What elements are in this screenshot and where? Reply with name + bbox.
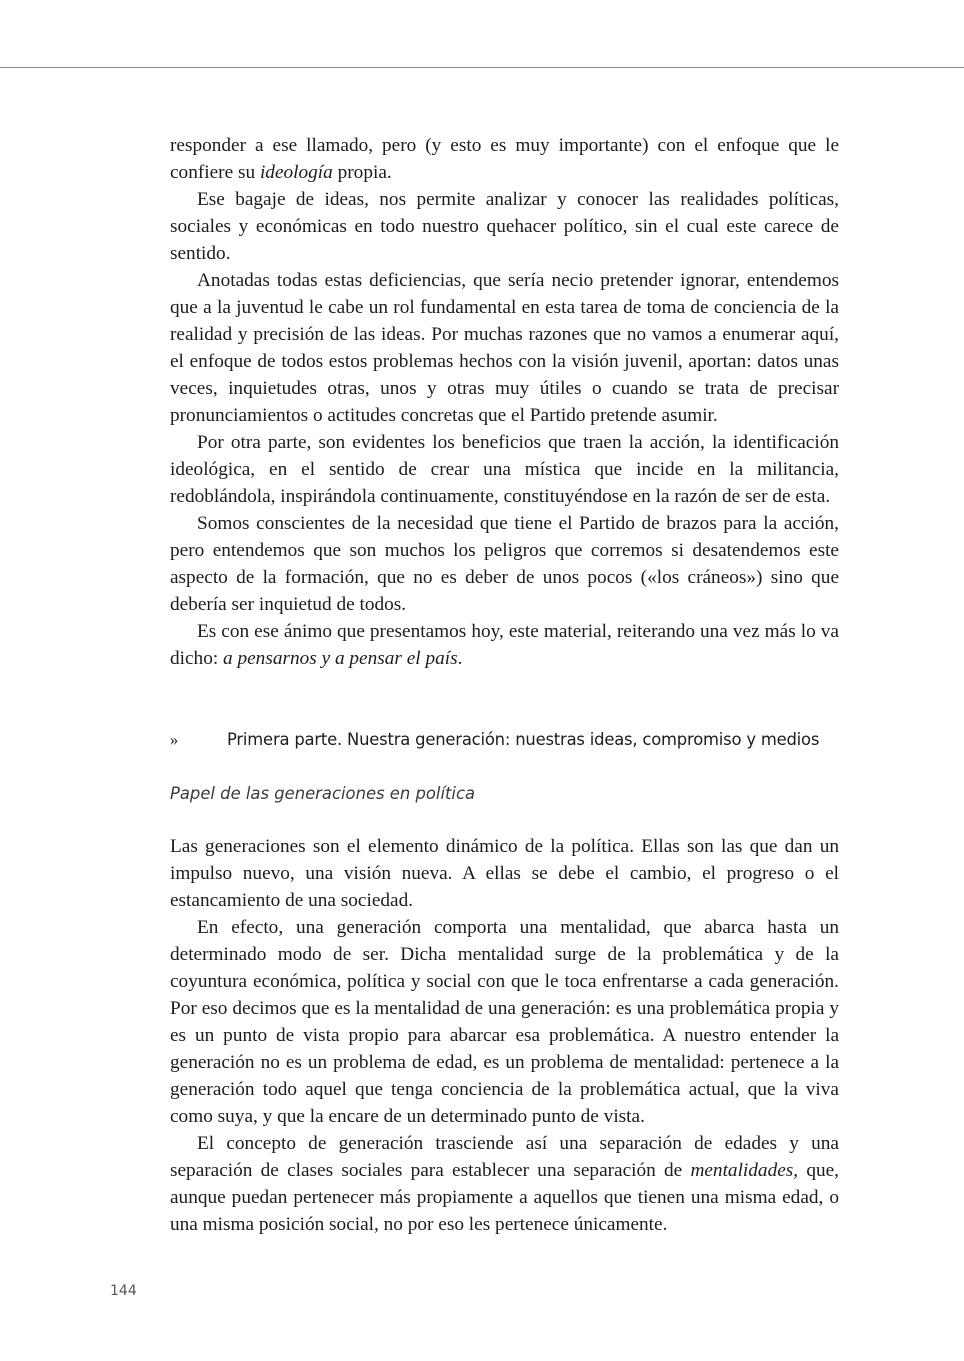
italic-term: mentalidades <box>690 1160 794 1181</box>
italic-phrase: a pensarnos y a pensar el país <box>223 648 458 669</box>
paragraph: El concepto de generación trasciende así una separación de edades y una separación de clases sociales para establecer una separación de mentalidades, que, aunque puedan pertenecer más propiamente a aquellos que tienen una misma edad, o una misma posición social, no por eso les pertenece únicamente. <box>170 1133 839 1235</box>
page-number: 144 <box>110 1283 137 1299</box>
paragraph: Por otra parte, son evidentes los beneficios que traen la acción, la identificación ideológica, en el sentido de crear una mística que incide en la militancia, redoblándola, inspirándola continuamente, constituyéndose en la razón de ser de esta. <box>170 432 839 507</box>
header-rule <box>0 67 964 68</box>
italic-term: ideología <box>259 162 333 183</box>
heading-title: Primera parte. Nuestra generación: nuestras ideas, compromiso y medios <box>227 730 820 749</box>
subsection-heading: Papel de las generaciones en política <box>170 784 476 803</box>
paragraph: Anotadas todas estas deficiencias, que sería necio pretender ignorar, entendemos que a la juventud le cabe un rol fundamental en esta tarea de toma de conciencia de la realidad y precisión de las ideas. Por muchas razones que no vamos a enumerar aquí, el enfoque de todos estos problemas hechos con la visión juvenil, aportan: datos unas veces, inquietudes otras, unos y otras muy útiles o cuando se trata de precisar pronunciamientos o actitudes concretas que el Partido pretende asumir. <box>170 270 839 426</box>
paragraph: Ese bagaje de ideas, nos permite analizar y conocer las realidades políticas, sociales y económicas en todo nuestro quehacer político, sin el cual este carece de sentido. <box>170 189 839 264</box>
paragraph: Es con ese ánimo que presentamos hoy, este material, reiterando una vez más lo va dicho: a pensarnos y a pensar el país. <box>170 621 839 669</box>
paragraph: En efecto, una generación comporta una mentalidad, que abarca hasta un determinado modo de ser. Dicha mentalidad surge de la problemática y de la coyuntura económica, política y social con que le toca enfrentarse a cada generación. Por eso decimos que es la mentalidad de una generación: es una problemática propia y es un punto de vista propio para abarcar esa problemática. A nuestro entender la generación no es un problema de edad, es un problema de mentalidad: pertenece a la generación todo aquel que tenga conciencia de la problemática actual, que la viva como suya, y que la encare de un determinado punto de vista. <box>170 917 839 1127</box>
section-heading <box>170 727 870 753</box>
intro-text-block <box>170 132 839 672</box>
paragraph: Somos conscientes de la necesidad que tiene el Partido de brazos para la acción, pero entendemos que son muchos los peligros que corremos si desatendemos este aspecto de la formación, que no es deber de unos pocos («los cráneos») sino que debería ser inquietud de todos. <box>170 513 839 615</box>
heading-marker: » <box>170 730 179 749</box>
paragraph: Las generaciones son el elemento dinámico de la política. Ellas son las que dan un impulso nuevo, una visión nueva. A ellas se debe el cambio, el progreso o el estancamiento de una sociedad. <box>170 836 839 911</box>
main-text-block <box>170 833 839 1238</box>
paragraph: responder a ese llamado, pero (y esto es muy importante) con el enfoque que le confiere su ideología propia. <box>170 135 839 183</box>
